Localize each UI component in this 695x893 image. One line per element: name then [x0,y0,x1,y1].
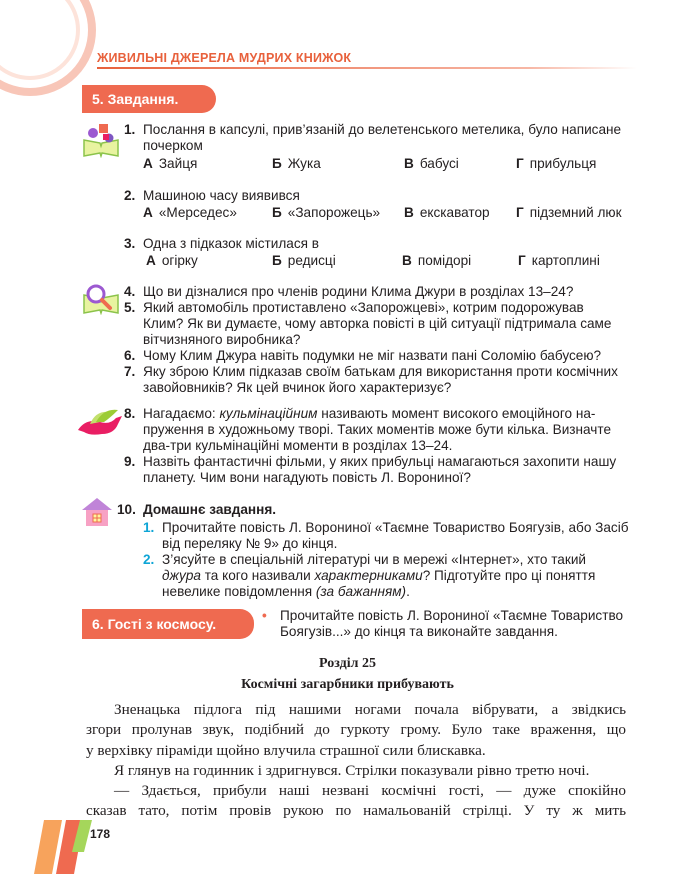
footer-decoration [30,812,100,882]
body-p1-line2: згори пролунав звук, подібний до гуркоту грому. Було таке враження, що [86,721,626,739]
q2-option-b: Б «Запорожець» [272,205,381,220]
book-magnifier-icon [82,283,120,315]
q3-option-a: А огірку [146,253,198,268]
q5-line1: Який автомобіль протиставлено «Запорожцеві», котрим подорожував [143,300,584,315]
q3-text: Одна з підказок містилася в [143,236,320,251]
header-rule [97,67,637,69]
running-header: ЖИВИЛЬНІ ДЖЕРЕЛА МУДРИХ КНИЖОК [97,51,352,65]
q4-number: 4. [124,284,136,299]
q1-text-line2: почерком [143,138,203,153]
q5-number: 5. [124,300,136,315]
q2-number: 2. [124,188,136,203]
q3-number: 3. [124,236,136,251]
body-p1-line1: Зненацька підлога під нашими ногами почала вібрувати, а звідкись [114,701,626,718]
q8-line2: пруження в художньому творі. Таких моментів може бути кілька. Визначте [143,422,612,437]
q10-sub1-number: 1. [143,520,155,535]
q10-sub2-line3: невелике повідомлення (за бажанням). [162,584,410,599]
q5-line2: Клим? Як ви думаєте, чому авторка повісті в цій ситуації підтримала саме [143,316,612,331]
q9-number: 9. [124,454,136,469]
q2-text: Машиною часу виявився [143,188,300,203]
q5-line3: вітчизняного виробника? [143,332,301,347]
q10-sub2-number: 2. [143,552,155,567]
q7-number: 7. [124,364,136,379]
body-p1-line3: у верхівку піраміди щойно влучила страшної сили блискавка. [86,741,486,759]
q6-text: Чому Клим Джура навіть подумки не міг назвати пані Соломію бабусею? [143,348,602,363]
q1-option-c: В бабусі [404,156,459,171]
q3-option-b: Б редисці [272,253,336,268]
section-5-label: 5. Завдання. [82,85,216,113]
q7-line1: Яку зброю Клим підказав своїм батькам для використання проти космічних [143,364,618,379]
q7-line2: завойовників? Як цей вчинок його характеризує? [143,380,452,395]
house-icon [80,496,114,528]
q3-option-d: Г картоплині [518,253,600,268]
q4-text: Що ви дізналися про членів родини Клима Джури в розділах 13–24? [143,284,574,299]
q8-line3: два-три кульмінаційні моменти в розділах 13–24. [143,438,453,453]
q2-option-d: Г підземний люк [516,205,622,220]
q1-option-a: А Зайця [143,156,198,171]
q6-number: 6. [124,348,136,363]
page-number: 178 [90,827,111,841]
q10-sub1-line1: Прочитайте повість Л. Ворониної «Таємне Товариство Боягузів, або Засіб [162,520,629,535]
section-6-line2: Боягузів...» до кінця та виконайте завдання. [280,624,558,639]
body-p3-line2: сказав тато, потім провів рукою по намальованій стрілці. У ту ж мить [86,802,626,820]
q3-option-c: В помідорі [402,253,472,268]
q1-text-line1: Послання в капсулі, прив’язаній до велетенського метелика, було написане [143,122,622,137]
section-6-line1: Прочитайте повість Л. Ворониної «Таємне Товариство [280,608,624,623]
q9-line1: Назвіть фантастичні фільми, у яких прибульці намагаються захопити нашу [143,454,617,469]
q9-line2: планету. Чим вони нагадують повість Л. Ворониної? [143,470,471,485]
q10-sub2-line2: джура та кого називали характерниками? Підготуйте про ці поняття [162,568,596,583]
body-p2: Я глянув на годинник і здригнувся. Стрілки показували рівно третю ночі. [114,761,590,779]
q2-option-a: А «Мерседес» [143,205,237,220]
q8-line1: Нагадаємо: кульмінаційним називають момент високого емоційного на- [143,406,596,421]
q1-number: 1. [124,122,136,137]
q1-option-d: Г прибульця [516,156,597,171]
pegasus-icon [74,408,126,440]
q10-title: Домашнє завдання. [143,502,277,517]
q10-sub2-line1: З’ясуйте в спеціальній літературі чи в мережі «Інтернет», хто такий [162,552,587,567]
body-p3-line1: — Здається, прибули наші незвані космічні гості, — дуже спокійно [114,782,626,800]
chapter-title: Космічні загарбники прибувають [241,677,454,692]
q1-option-b: Б Жука [272,156,321,171]
q10-number: 10. [117,502,136,517]
chapter-number: Розділ 25 [319,656,376,671]
body-text [86,700,626,822]
q10-sub1-line2: від переляку № 9» до кінця. [162,536,338,551]
section-6-bullet: • [262,608,267,623]
q2-option-c: В екскаватор [404,205,490,220]
section-6-label: 6. Гості з космосу. [82,609,254,639]
book-shapes-icon [82,122,120,158]
q8-number: 8. [124,406,136,421]
